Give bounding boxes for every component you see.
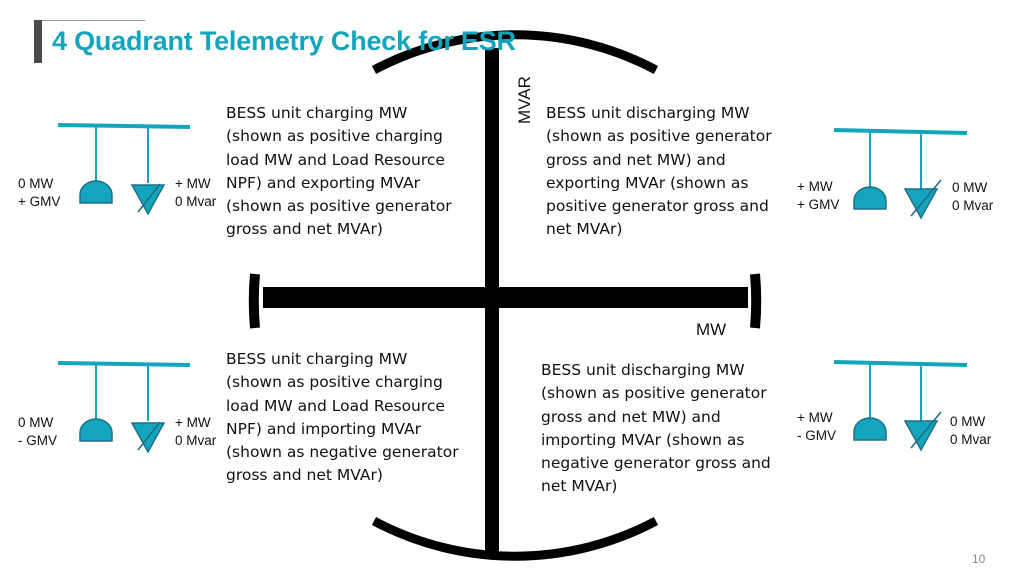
gen-label-bottom-left: 0 MW - GMV (18, 415, 57, 448)
load-arrow-icon (132, 422, 164, 452)
load-label-top-right: 0 MW 0 Mvar (952, 180, 994, 213)
generator-icon (854, 418, 886, 440)
load-label-bottom-left: + MW 0 Mvar (175, 415, 217, 448)
load-arrow-icon (905, 180, 941, 218)
gen-label-bottom-right: + MW - GMV (797, 410, 836, 443)
load-label-top-left: + MW 0 Mvar (175, 176, 217, 209)
circle-arc-bottom (374, 521, 656, 556)
page-title: 4 Quadrant Telemetry Check for ESR (52, 26, 516, 56)
gen-label-top-right: + MW + GMV (797, 179, 840, 212)
circle-arc-left (254, 274, 255, 328)
quadrant-text-top-left: BESS unit charging MW (shown as positive charging load MW and Load Resource NPF) and exporting MVAr (shown as positive generator gross and net MVAr) (226, 104, 452, 239)
generator-icon (854, 187, 886, 209)
circle-arc-right (755, 274, 756, 328)
load-label-bottom-right: 0 MW 0 Mvar (950, 414, 992, 447)
generator-icon (80, 419, 112, 441)
quadrant-text-bottom-left: BESS unit charging MW (shown as positive charging load MW and Load Resource NPF) and importing MVAr (shown as negative generator gross and net MVAr) (226, 350, 459, 485)
quadrant-text-top-right: BESS unit discharging MW (shown as positive generator gross and net MW) and exporting MVAr (shown as positive generator gross and net MVAr) (546, 104, 772, 239)
generator-icon (80, 181, 112, 203)
mvar-axis-label: MVAR (515, 76, 534, 124)
load-arrow-icon (905, 412, 941, 450)
sld-bottom-right (834, 362, 967, 421)
load-arrow-icon (132, 184, 164, 214)
horizontal-axis (263, 287, 748, 308)
page-number: 10 (972, 552, 986, 566)
sld-top-right (834, 130, 967, 190)
mw-axis-label: MW (696, 320, 727, 339)
gen-label-top-left: 0 MW + GMV (18, 176, 61, 209)
quadrant-text-bottom-right: BESS unit discharging MW (shown as positive generator gross and net MW) and importing MVAr (shown as negative generator gross and net MVAr) (541, 361, 771, 496)
sld-bottom-left (58, 363, 190, 422)
sld-top-left (58, 125, 190, 184)
